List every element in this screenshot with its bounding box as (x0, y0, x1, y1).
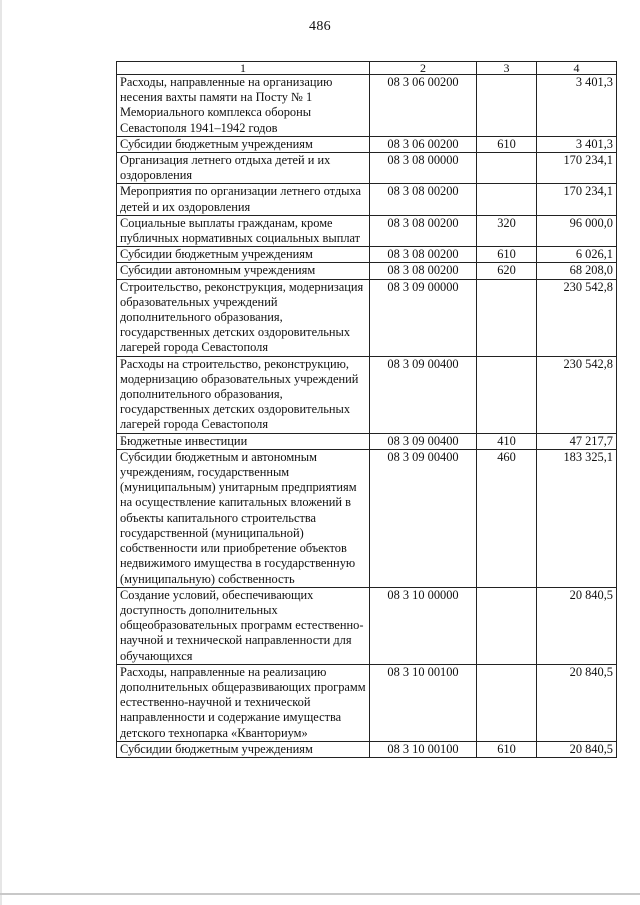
row-code-cell: 08 3 08 00200 (370, 184, 477, 215)
row-code-cell: 08 3 09 00000 (370, 279, 477, 356)
row-code-cell: 08 3 09 00400 (370, 449, 477, 587)
table-row (117, 136, 617, 152)
row-code-cell: 08 3 09 00400 (370, 356, 477, 433)
row-name-cell: Бюджетные инвестиции (117, 433, 370, 449)
row-type-cell (477, 356, 537, 433)
row-name-cell: Мероприятия по организации летнего отдыха детей и их оздоровления (117, 184, 370, 215)
row-name-cell: Расходы, направленные на реализацию дополнительных общеразвивающих программ естественно-научной и технической направленности и содержание имущества детского технопарка «Кванториум» (117, 664, 370, 741)
page-number: 486 (309, 19, 331, 34)
row-sum-cell: 3 401,3 (537, 75, 617, 137)
column-header-code: 2 (370, 62, 477, 75)
row-sum-cell: 20 840,5 (537, 741, 617, 757)
row-code-cell: 08 3 06 00200 (370, 75, 477, 137)
row-type-cell (477, 664, 537, 741)
row-sum-cell: 170 234,1 (537, 153, 617, 184)
table-row (117, 587, 617, 664)
row-code-cell: 08 3 08 00200 (370, 263, 477, 279)
scan-artifact-line (0, 0, 2, 905)
table-row (117, 741, 617, 757)
row-name-cell: Субсидии бюджетным и автономным учреждениям, государственным (муниципальным) унитарным предприятиям на осуществление капитальных вложений в объекты капитального строительства государственной (муниципальной) собственности или приобретение объектов недвижимого имущества в государственную (муниципальную) собственность (117, 449, 370, 587)
row-sum-cell: 230 542,8 (537, 356, 617, 433)
column-header-name: 1 (117, 62, 370, 75)
column-header-sum: 4 (537, 62, 617, 75)
row-sum-cell: 170 234,1 (537, 184, 617, 215)
row-name-cell: Создание условий, обеспечивающих доступность дополнительных общеобразовательных программ естественно-научной и технической направленности для обучающихся (117, 587, 370, 664)
table-row (117, 263, 617, 279)
row-code-cell: 08 3 10 00100 (370, 741, 477, 757)
row-type-cell: 610 (477, 741, 537, 757)
row-name-cell: Субсидии бюджетным учреждениям (117, 247, 370, 263)
row-type-cell: 460 (477, 449, 537, 587)
row-sum-cell: 20 840,5 (537, 664, 617, 741)
row-sum-cell: 20 840,5 (537, 587, 617, 664)
table-row (117, 664, 617, 741)
row-name-cell: Субсидии автономным учреждениям (117, 263, 370, 279)
column-header-type: 3 (477, 62, 537, 75)
row-type-cell: 610 (477, 136, 537, 152)
table-row (117, 184, 617, 215)
row-sum-cell: 68 208,0 (537, 263, 617, 279)
row-type-cell: 410 (477, 433, 537, 449)
row-code-cell: 08 3 08 00200 (370, 247, 477, 263)
row-type-cell (477, 75, 537, 137)
row-name-cell: Организация летнего отдыха детей и их оздоровления (117, 153, 370, 184)
scan-artifact-line (0, 893, 640, 895)
row-sum-cell: 96 000,0 (537, 215, 617, 246)
row-code-cell: 08 3 06 00200 (370, 136, 477, 152)
row-type-cell (477, 279, 537, 356)
table-row (117, 356, 617, 433)
row-type-cell (477, 184, 537, 215)
row-type-cell: 320 (477, 215, 537, 246)
row-sum-cell: 183 325,1 (537, 449, 617, 587)
budget-table (116, 61, 617, 758)
table-row (117, 449, 617, 587)
row-type-cell (477, 153, 537, 184)
row-type-cell (477, 587, 537, 664)
row-sum-cell: 230 542,8 (537, 279, 617, 356)
table-row (117, 75, 617, 137)
table-row (117, 247, 617, 263)
table-row (117, 279, 617, 356)
row-code-cell: 08 3 10 00100 (370, 664, 477, 741)
row-sum-cell: 3 401,3 (537, 136, 617, 152)
row-code-cell: 08 3 09 00400 (370, 433, 477, 449)
table-header-row (117, 62, 617, 75)
row-code-cell: 08 3 08 00000 (370, 153, 477, 184)
row-name-cell: Расходы, направленные на организацию несения вахты памяти на Посту № 1 Мемориального комплекса обороны Севастополя 1941–1942 годов (117, 75, 370, 137)
row-code-cell: 08 3 08 00200 (370, 215, 477, 246)
row-type-cell: 620 (477, 263, 537, 279)
row-name-cell: Субсидии бюджетным учреждениям (117, 741, 370, 757)
row-type-cell: 610 (477, 247, 537, 263)
row-sum-cell: 6 026,1 (537, 247, 617, 263)
row-sum-cell: 47 217,7 (537, 433, 617, 449)
row-name-cell: Субсидии бюджетным учреждениям (117, 136, 370, 152)
table-row (117, 215, 617, 246)
row-name-cell: Строительство, реконструкция, модернизация образовательных учреждений дополнительного образования, государственных детских оздоровительных лагерей города Севастополя (117, 279, 370, 356)
row-name-cell: Расходы на строительство, реконструкцию, модернизацию образовательных учреждений дополнительного образования, государственных детских оздоровительных лагерей города Севастополя (117, 356, 370, 433)
row-code-cell: 08 3 10 00000 (370, 587, 477, 664)
row-name-cell: Социальные выплаты гражданам, кроме публичных нормативных социальных выплат (117, 215, 370, 246)
table-row (117, 153, 617, 184)
table-row (117, 433, 617, 449)
